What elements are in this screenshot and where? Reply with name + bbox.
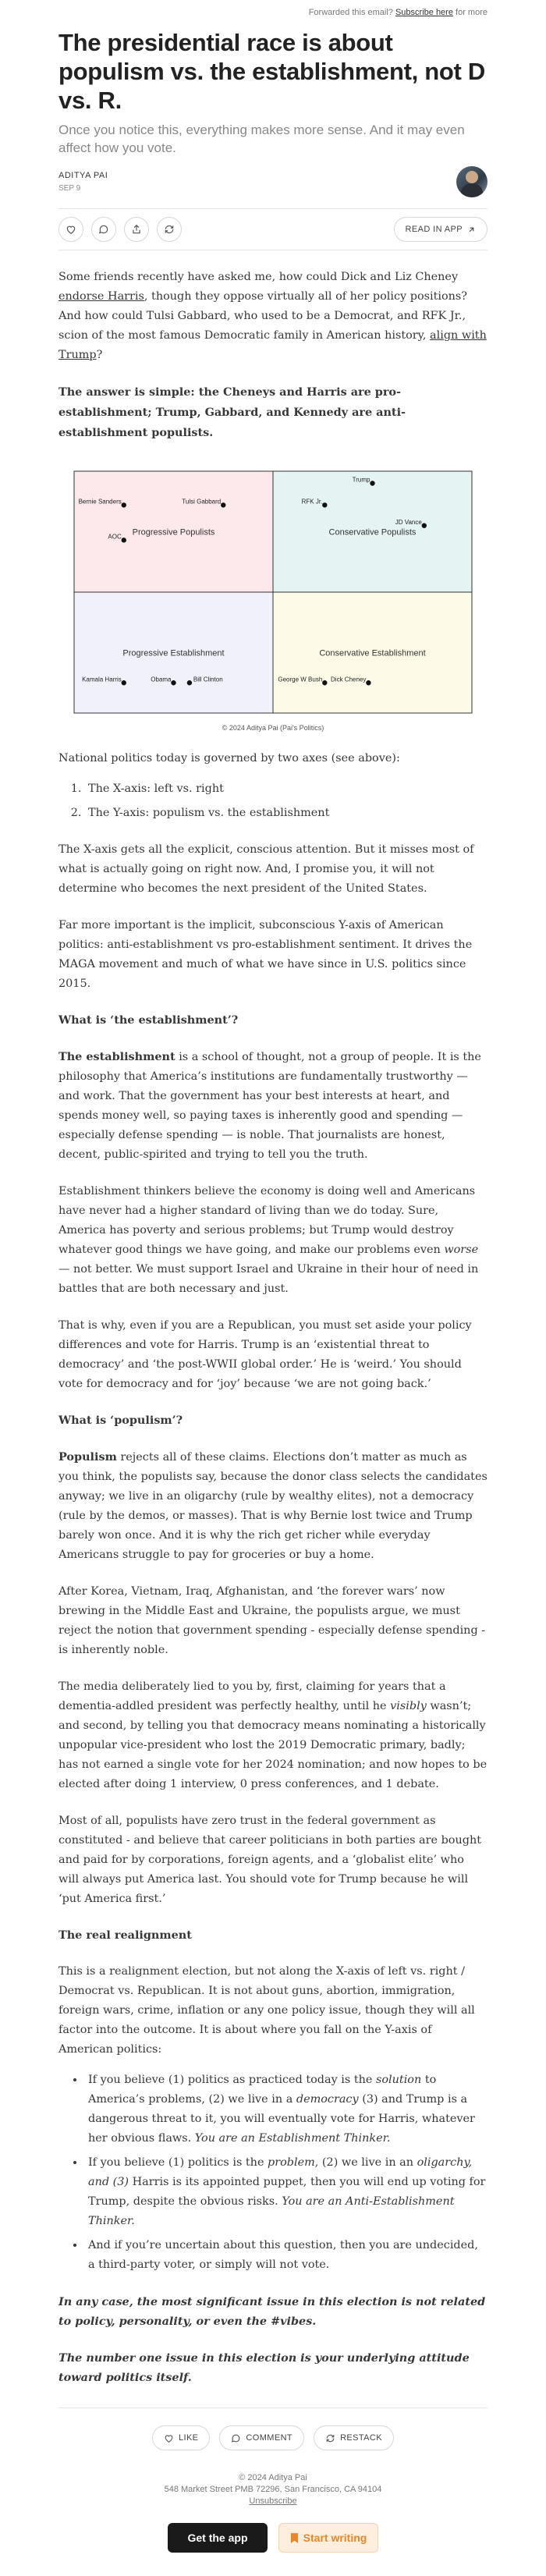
quadrant-label: Progressive Populists — [132, 527, 215, 538]
quadrant-label: Progressive Establishment — [122, 648, 225, 658]
text: — not better. We must support Israel and Ukraine in their hour of need in battles that are both necessary and just. — [58, 1263, 479, 1295]
emphasis: visibly — [390, 1700, 427, 1712]
heart-icon — [66, 224, 76, 235]
list-item: • And if you’re uncertain about this question, then you are undecided, a third-party voter, or simply will not vote. — [85, 2236, 488, 2275]
forward-note-suffix: for more — [456, 8, 488, 17]
point-label: Bernie Sanders — [78, 498, 122, 506]
paragraph — [58, 1182, 488, 1299]
emphasis: worse — [444, 1244, 479, 1256]
paragraph: Most of all, populists have zero trust in the federal government as constituted - and believe that career politicians in both parties are bought and paid for by corporations, foreign agents, and a ‘globalist elite’ who will always put America last. You should vote for Trump because he will ‘put America first.’ — [58, 1815, 482, 1905]
point-label: Tulsi Gabbard — [182, 498, 222, 506]
point-label: AOC — [108, 533, 122, 541]
data-point — [322, 680, 327, 685]
paragraph: That is why, even if you are a Republican, you must set aside your policy differences and vote for Harris. Trump is an ‘existential threat to democracy’ and ‘the post-WWII global order.’ He is ‘weird.’ You should vote for democracy and for ‘joy’ because ‘we are not going back.’ — [58, 1319, 472, 1390]
paragraph — [58, 1447, 488, 1565]
emphasis: You are an Establishment Thinker. — [194, 2132, 391, 2145]
list-item: 1. The X-axis: left vs. right — [85, 779, 488, 799]
paragraph-bold — [58, 382, 488, 443]
email-container — [58, 0, 488, 2576]
paragraph: Far more important is the implicit, subconscious Y-axis of American politics: anti-establishment vs pro-establishment sentiment. It drives the MAGA movement and much of what we have since in U.S. politics since 2015. — [58, 919, 473, 990]
data-point — [122, 502, 126, 507]
heading-realignment: The real realignment — [58, 1928, 192, 1942]
footer-restack-button[interactable] — [314, 2425, 394, 2450]
text: If you believe (1) politics is the — [88, 2156, 268, 2169]
footer-like-button[interactable] — [152, 2425, 210, 2450]
list-item: 2. The Y-axis: populism vs. the establishment — [85, 804, 488, 823]
like-label: LIKE — [178, 2433, 199, 2443]
list-item — [85, 2070, 488, 2148]
cta-row — [58, 2523, 488, 2553]
text: , (2) we live in an — [314, 2156, 417, 2169]
list-item — [85, 2153, 488, 2231]
comment-icon — [98, 224, 109, 235]
paragraph: National politics today is governed by two axes (see above): — [58, 752, 400, 765]
data-point — [322, 502, 327, 507]
point-label: JD Vance — [395, 518, 422, 526]
heading-populism: What is ‘populism’? — [58, 1414, 183, 1427]
post-meta — [58, 166, 488, 197]
data-point — [370, 481, 374, 485]
data-point — [422, 523, 427, 528]
start-writing-button[interactable] — [278, 2523, 378, 2553]
arrow-up-right-icon — [467, 225, 476, 234]
post-date: SEP 9 — [58, 184, 81, 193]
text: If you believe (1) politics as practiced today is the — [88, 2074, 376, 2086]
paragraph: After Korea, Vietnam, Iraq, Afghanistan, and ‘the forever wars’ now brewing in the Middle East and Ukraine, the populists argue, we must reject the notion that government spending - especially defense spending - is inherently noble. — [58, 1585, 486, 1656]
point-label: Trump — [352, 476, 370, 484]
text: Harris is its appointed puppet, then you will end up voting for Trump, despite the obvious risks. — [88, 2176, 486, 2208]
comment-icon — [231, 2433, 241, 2443]
quadrant-label: Conservative Populists — [328, 527, 417, 538]
axes-list — [58, 779, 488, 823]
heart-icon — [164, 2433, 174, 2443]
text: , though they oppose virtually all of her policy positions? And how could Tulsi Gabbard, who used to be a Democrat, and RFK Jr., scion of the most famous Democratic family in American history, — [58, 290, 468, 342]
start-writing-label: Start writing — [303, 2532, 367, 2544]
post-subtitle: Once you notice this, everything makes more sense. And it may even affect how you vote. — [58, 122, 465, 155]
bold-text: The answer is simple: the Cheneys and Harris are pro-establishment; Trump, Gabbard, and Kennedy are anti-establishment populists. — [58, 385, 406, 439]
point-label: Bill Clinton — [193, 676, 223, 683]
restack-label: RESTACK — [340, 2433, 383, 2443]
point-label: RFK Jr. — [301, 498, 323, 506]
footer-action-bar — [58, 2407, 488, 2450]
point-label: Kamala Harris — [82, 676, 122, 683]
forward-note — [58, 0, 488, 22]
text: The media deliberately lied to you by, first, claiming for years that a dementia-addled president was perfectly healthy, until he — [58, 1680, 446, 1712]
bookmark-icon — [290, 2533, 299, 2543]
avatar[interactable] — [456, 166, 488, 197]
data-point — [221, 502, 225, 507]
text: (3) and Trump is a dangerous threat to it, you will eventually vote for Harris, whatever her obvious flaws. — [88, 2093, 475, 2145]
emphasis: You are an Anti-Establishment Thinker. — [88, 2195, 455, 2227]
comment-button[interactable] — [91, 217, 116, 242]
restack-icon — [325, 2433, 335, 2443]
text: ? — [96, 349, 103, 361]
post-title[interactable]: The presidential race is about populism vs. the establishment, not D vs. R. — [58, 29, 485, 114]
emphasis: solution — [376, 2074, 422, 2086]
quadrant-label: Conservative Establishment — [319, 648, 426, 658]
data-point — [122, 680, 126, 685]
text: Establishment thinkers believe the economy is doing well and Americans have never had a higher standard of living than we do today. Sure, America has poverty and serious problems; but Trump would destroy whatever good things we have going, and make our problems even — [58, 1185, 476, 1256]
action-bar — [58, 208, 488, 250]
data-point — [122, 538, 126, 542]
subscribe-link[interactable]: Subscribe here — [395, 8, 453, 17]
point-label: Obama — [151, 676, 172, 683]
footer-address: 548 Market Street PMB 72296, San Francisco, CA 94104 — [164, 2485, 382, 2494]
comment-label: COMMENT — [246, 2433, 293, 2443]
emphasis: problem — [268, 2156, 315, 2169]
unsubscribe-link[interactable]: Unsubscribe — [249, 2496, 297, 2506]
paragraph — [58, 1677, 488, 1794]
text: to America’s problems, (2) we live in a — [88, 2074, 437, 2106]
align-with-trump-link[interactable]: align with Trump — [58, 329, 487, 361]
like-button[interactable] — [58, 217, 83, 242]
paragraph — [58, 268, 488, 365]
data-point — [366, 680, 370, 685]
read-in-app-label: READ IN APP — [405, 225, 463, 234]
endorse-harris-link[interactable]: endorse Harris — [58, 290, 144, 303]
read-in-app-button[interactable] — [394, 217, 488, 242]
text: Some friends recently have asked me, how could Dick and Liz Cheney — [58, 271, 459, 283]
bold-text: Populism — [58, 1450, 117, 1464]
restack-icon — [164, 224, 175, 235]
paragraph: This is a realignment election, but not along the X-axis of left vs. right / Democrat vs. Republican. It is not about guns, abortion, immigration, foreign wars, crime, inflation or any one policy issue, though they will all factor into the outcome. It is about where you fall on the Y-axis of American politics: — [58, 1965, 475, 2056]
forward-note-text: Forwarded this email? — [308, 8, 393, 17]
get-app-button[interactable]: Get the app — [168, 2523, 268, 2553]
emphasis: democracy — [296, 2093, 359, 2106]
text: is a school of thought, not a group of people. It is the philosophy that America’s institutions are fundamentally trustworthy — and work. That the government has your best interests at heart, and spends money well, so paying taxes is inherently good and spending — especially defense spending — is noble. That journalists are honest, decent, public-spirited and trying to tell you the truth. — [58, 1051, 481, 1161]
footer — [58, 2472, 488, 2507]
chart-svg — [58, 465, 488, 722]
point-label: Dick Cheney — [331, 676, 367, 683]
political-compass-chart[interactable] — [58, 465, 488, 722]
chart-caption: © 2024 Aditya Pai (Pai's Politics) — [222, 724, 324, 732]
belief-list — [58, 2070, 488, 2275]
paragraph: The X-axis gets all the explicit, conscious attention. But it misses most of what is actually going on right now. And, I promise you, it will not determine who becomes the next president of the United States. — [58, 843, 474, 895]
paragraph-bold-italic: The number one issue in this election is your underlying attitude toward politics itself. — [58, 2351, 470, 2384]
heading-establishment: What is ‘the establishment’? — [58, 1013, 239, 1027]
text: rejects all of these claims. Elections don’t matter as much as you think, the populists say, because the donor class selects the candidates anyway; we live in an oligarchy (rule by wealthy elites), not a democracy (rule by the demos, or masses). That is why Bernie lost twice and Trump barely won once. And it is why the rich get richer while everyday Americans struggle to pay for groceries or buy a home. — [58, 1451, 488, 1561]
footer-comment-button[interactable] — [219, 2425, 304, 2450]
author-name[interactable]: ADITYA PAI — [58, 171, 108, 180]
paragraph-bold-italic: In any case, the most significant issue in this election is not related to policy, personality, or even the #vibes. — [58, 2295, 486, 2328]
point-label: George W Bush — [278, 676, 323, 683]
data-point — [187, 680, 192, 685]
paragraph — [58, 1047, 488, 1165]
share-icon — [131, 224, 142, 235]
restack-button[interactable] — [157, 217, 182, 242]
data-point — [171, 680, 176, 685]
footer-copyright: © 2024 Aditya Pai — [239, 2473, 307, 2482]
bold-text: The establishment — [58, 1050, 176, 1063]
emphasis: oligarchy, and (3) — [88, 2156, 473, 2188]
share-button[interactable] — [124, 217, 149, 242]
text: wasn’t; and second, by telling you that democracy means nominating a historically unpopular vice-president who lost the 2019 Democratic primary, badly; has not earned a single vote for her 2024 nomination; and now hopes to be elected after doing 1 interview, 0 press conferences, and 1 debate. — [58, 1700, 488, 1790]
